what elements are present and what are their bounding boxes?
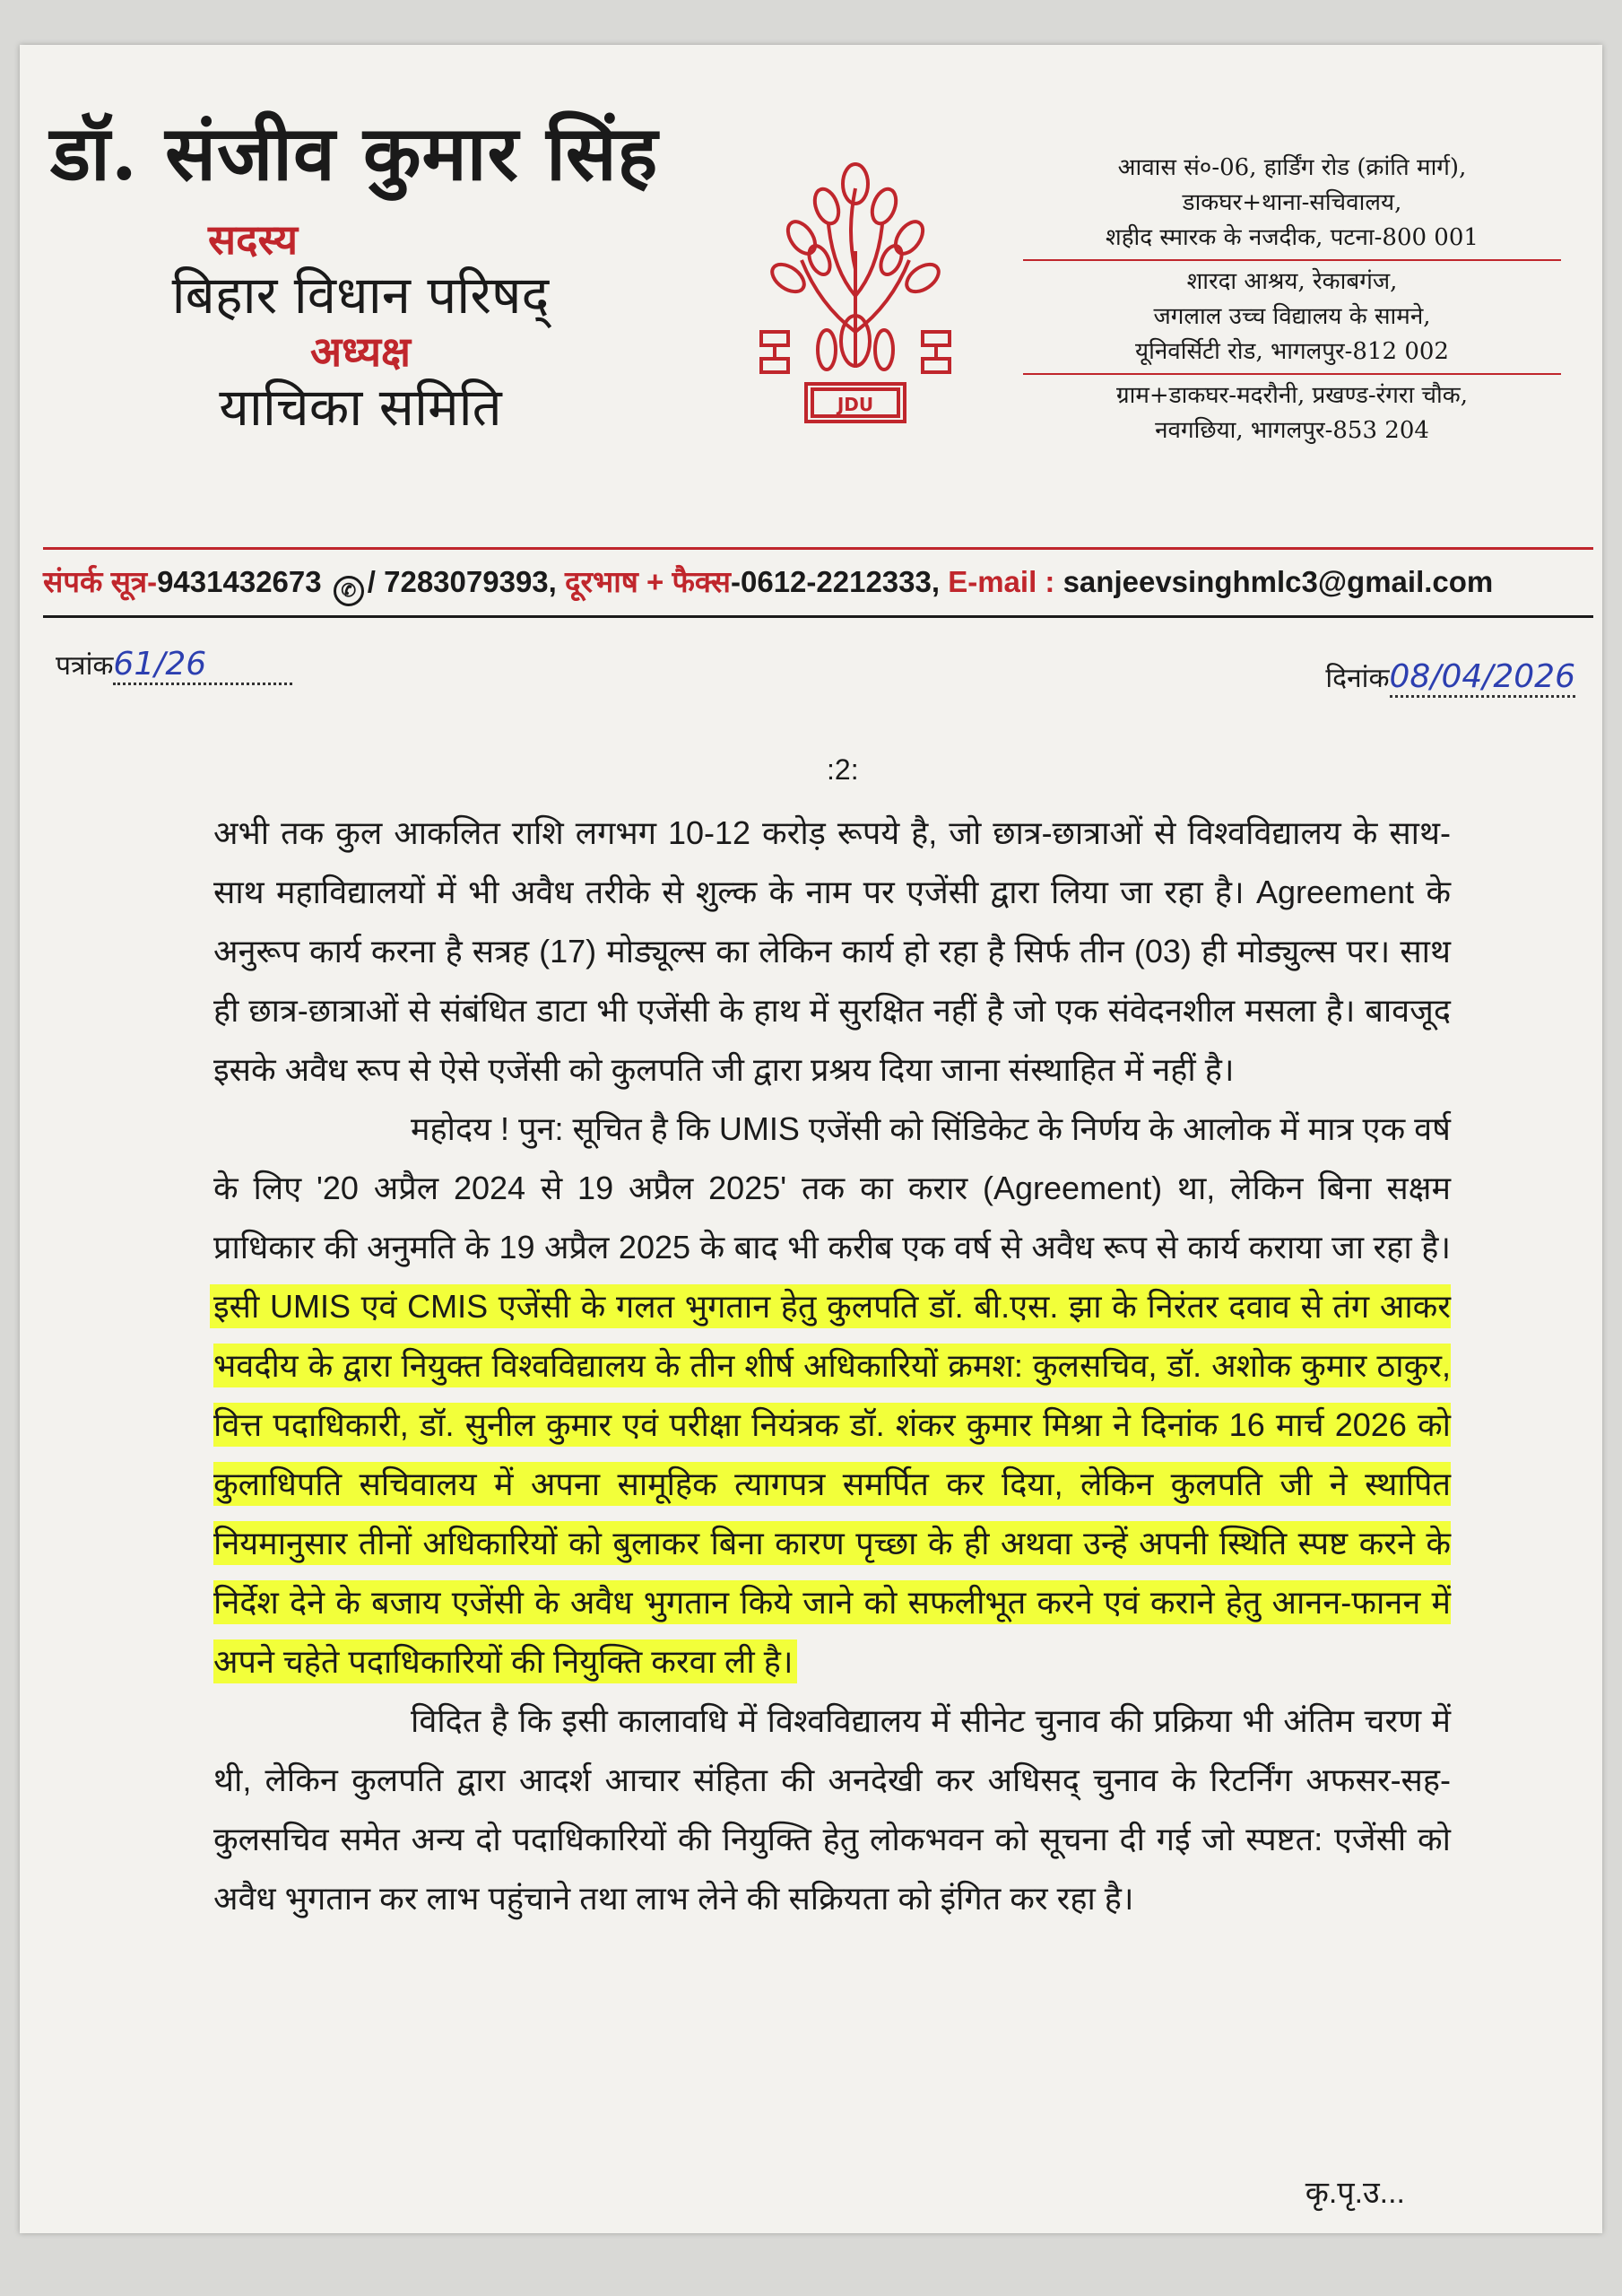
page-number: :2: [827, 753, 859, 786]
highlighted-text: इसी UMIS एवं CMIS एजेंसी के गलत भुगतान हेतु कुलपति डॉ. बी.एस. झा के निरंतर दवाव से तंग आकर भवदीय के द्वारा नियुक्त विश्वविद्यालय के तीन शीर्ष अधिकारियों क्रमश: कुलसचिव, डॉ. अशोक कुमार ठाकुर, वित्त पदाधिकारी, डॉ. सुनील कुमार एवं परीक्षा नियंत्रक डॉ. शंकर कुमार मिश्रा ने दिनांक 16 मार्च 2026 को कुलाधिपति सचिवालय में अपना सामूहिक त्यागपत्र समर्पित कर दिया, लेकिन कुलपति जी ने स्थापित नियमानुसार तीनों अधिकारियों को बुलाकर बिना कारण पृच्छा के ही अथवा उन्हें अपनी स्थिति स्पष्ट करने के निर्देश देने के बजाय एजेंसी के अवैध भुगतान किये जाने को सफलीभूत करने एवं कराने हेतु आनन-फानन में अपने चहेते पदाधिकारियों की नियुक्ति करवा ली है। [213, 1288, 1451, 1680]
logo-text: JDU [837, 394, 874, 415]
designation-block [127, 215, 594, 439]
divider [1023, 259, 1561, 261]
designation-member: सदस्य [208, 215, 299, 264]
letter-body [213, 804, 1451, 1928]
reference-row [56, 628, 1575, 700]
continued-note: कृ.पृ.उ... [1305, 2176, 1405, 2210]
email-label: E-mail : [948, 565, 1055, 598]
divider [1023, 373, 1561, 375]
address-line: नवगछिया, भागलपुर-853 204 [1155, 417, 1429, 444]
email-address: sanjeevsinghmlc3@gmail.com [1063, 565, 1494, 598]
party-logo-icon [748, 152, 963, 448]
paragraph-text: महोदय ! पुन: सूचित है कि UMIS एजेंसी को सिंडिकेट के निर्णय के आलोक में मात्र एक वर्ष के लिए '20 अप्रैल 2024 से 19 अप्रैल 2025' तक का करार (Agreement) था, लेकिन बिना सक्षम प्राधिकार की अनुमति के 19 अप्रैल 2025 के बाद भी करीब एक वर्ष से अवैध रूप से कार्य कराया जा रहा है। [213, 1110, 1451, 1265]
phone-fax: -0612-2212333, [731, 565, 941, 598]
date-label: दिनांक [1325, 663, 1390, 694]
paragraph: अभी तक कुल आकलित राशि लगभग 10-12 करोड़ रूपये है, जो छात्र-छात्राओं से विश्वविद्यालय के साथ-साथ महाविद्यालयों में भी अवैध तरीके से शुल्क के नाम पर एजेंसी द्वारा लिया जा रहा है। Agreement के अनुरूप कार्य करना है सत्रह (17) मोड्यूल्स का लेकिन कार्य हो रहा है सिर्फ तीन (03) ही मोड्युल्स पर। साथ ही छात्र-छात्राओं से संबंधित डाटा भी एजेंसी के हाथ में सुरक्षित नहीं है जो एक संवेदनशील मसला है। बावजूद इसके अवैध रूप से ऐसे एजेंसी को कुलपति जी द्वारा प्रश्रय दिया जाना संस्थाहित में नहीं है। [213, 814, 1452, 1088]
phone-fax-label: दूरभाष + फैक्स [565, 565, 731, 598]
address-line: शारदा आश्रय, रेकाबगंज, [1186, 268, 1398, 295]
reference-value: 61/26 [113, 646, 207, 683]
address-line: आवास सं०-06, हार्डिंग रोड (क्रांति मार्ग), [1117, 154, 1467, 181]
paragraph: विदित है कि इसी कालावधि में विश्वविद्यालय में सीनेट चुनाव की प्रक्रिया भी अंतिम चरण में थी, लेकिन कुलपति द्वारा आदर्श आचार संहिता की अनदेखी कर अधिसद् चुनाव के रिटर्निंग अफसर-सह-कुलसचिव समेत अन्य दो पदाधिकारियों की नियुक्ति हेतु लोकभवन को सूचना दी गई जो स्पष्टत: एजेंसी को अवैध भुगतान कर लाभ पहुंचाने तथा लाभ लेने की सक्रियता को इंगित कर रहा है। [213, 1702, 1451, 1917]
address-line: जगलाल उच्च विद्यालय के सामने, [1153, 303, 1431, 330]
whatsapp-icon: ✆ [334, 576, 364, 606]
letter-date [1325, 658, 1575, 698]
reference-label: पत्रांक [56, 650, 114, 682]
contact-label: संपर्क सूत्र- [43, 565, 158, 598]
designation-chairman: अध्यक्ष [309, 326, 412, 376]
letterhead-name: डॉ. संजीव कुमार सिंह [50, 109, 659, 197]
designation-council: बिहार विधान परिषद् [171, 265, 550, 326]
reference-number [56, 646, 292, 685]
date-value: 08/04/2026 [1389, 658, 1575, 695]
address-line: डाकघर+थाना-सचिवालय, [1182, 189, 1402, 216]
designation-committee: याचिका समिति [219, 376, 502, 438]
letter-page [20, 45, 1602, 2233]
contact-bar [43, 547, 1593, 618]
address-block [1023, 151, 1561, 448]
paragraph [213, 1100, 1451, 1692]
phone-primary: 9431432673 [157, 565, 322, 598]
address-line: यूनिवर्सिटी रोड, भागलपुर-812 002 [1135, 338, 1449, 365]
address-line: ग्राम+डाकघर-मदरौनी, प्रखण्ड-रंगरा चौक, [1115, 382, 1469, 409]
address-line: शहीद स्मारक के नजदीक, पटना-800 001 [1106, 224, 1479, 251]
phone-secondary: / 7283079393, [367, 565, 557, 598]
